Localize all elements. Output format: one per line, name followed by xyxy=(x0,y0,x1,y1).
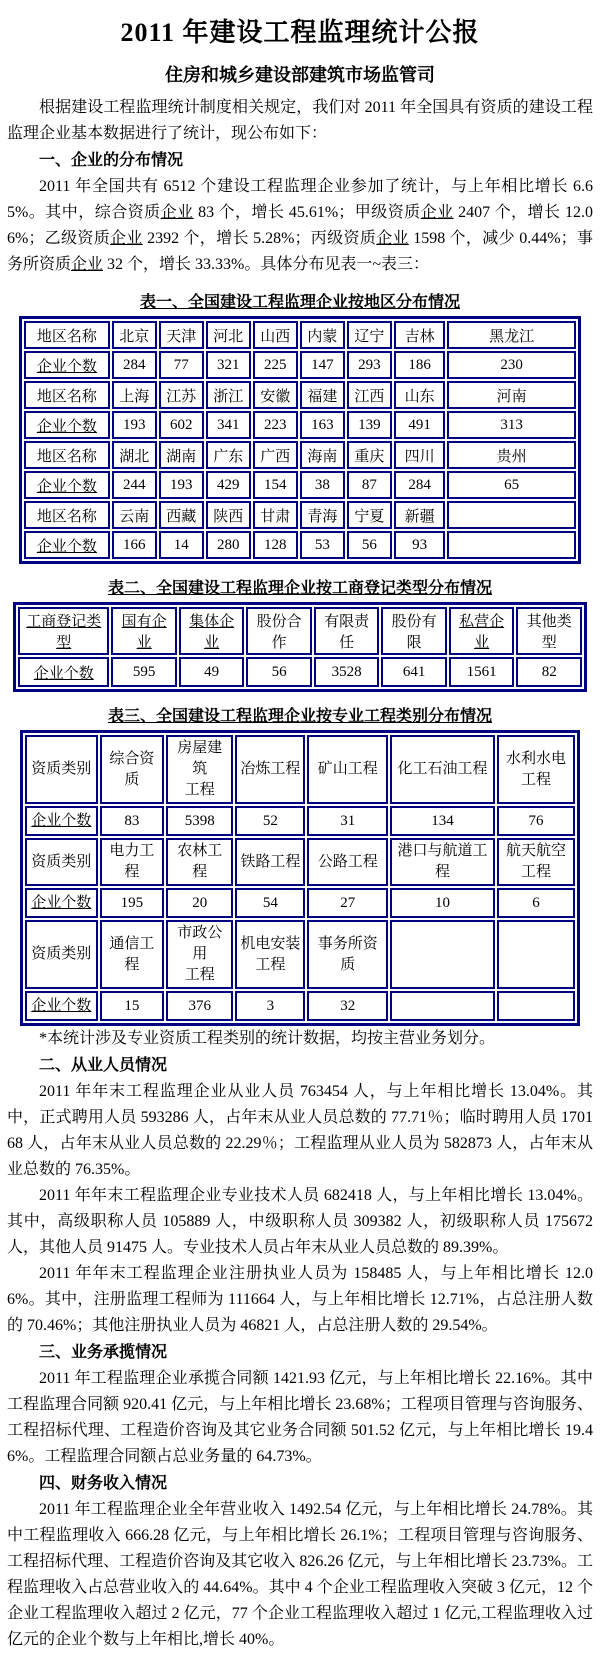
staff-paragraph-2: 2011 年年末工程监理企业专业技术人员 682418 人，与上年相比增长 13.04%。其中，高级职称人员 105889 人，中级职称人员 309382 人，初级职称人员 175672 人，其他人员 91475 人。专业技术人员占年末从业人员总数的 89.39%。 xyxy=(7,1187,593,1256)
table-cell: 股份合作 xyxy=(246,607,312,655)
table-cell: 黑龙江 xyxy=(447,321,576,349)
table-row xyxy=(18,657,582,687)
table-cell: 企业个数 xyxy=(24,531,110,559)
table-registration-type xyxy=(13,602,587,692)
table3-caption: 表三、全国建设工程监理企业按专业工程类别分布情况 xyxy=(107,708,492,725)
table-cell: 27 xyxy=(307,888,388,918)
table-cell: 313 xyxy=(447,411,576,439)
table-cell: 广西 xyxy=(253,441,298,469)
table-cell: 江西 xyxy=(347,381,392,409)
table-cell: 54 xyxy=(235,888,305,918)
table-cell: 国有企业 xyxy=(111,607,177,655)
table-cell: 企业个数 xyxy=(18,657,109,687)
table-row xyxy=(25,888,575,918)
staff-paragraph-3: 2011 年年末工程监理企业注册执业人员为 158485 人，与上年相比增长 12.06%。其中，注册监理工程师为 111664 人，与上年相比增长 12.71%，占总注册人数的 70.46%；其他注册执业人员为 46821 人，占总注册人数的 29.54%。 xyxy=(7,1265,593,1334)
table-row xyxy=(24,321,576,349)
table-cell: 429 xyxy=(206,471,251,499)
table-cell: 综合资质 xyxy=(100,735,165,804)
table-cell: 重庆 xyxy=(347,441,392,469)
table-cell: 280 xyxy=(206,531,251,559)
table-cell: 5398 xyxy=(166,806,233,836)
table-cell: 水利水电 工程 xyxy=(497,735,575,804)
table-cell: 海南 xyxy=(300,441,345,469)
table-cell: 128 xyxy=(253,531,298,559)
table-cell: 163 xyxy=(300,411,345,439)
table-row xyxy=(24,411,576,439)
table-cell: 地区名称 xyxy=(24,441,110,469)
table-cell: 公路工程 xyxy=(307,838,388,886)
table-cell: 冶炼工程 xyxy=(235,735,305,804)
table-cell: 湖南 xyxy=(159,441,204,469)
table-cell: 83 xyxy=(100,806,165,836)
table-cell: 市政公用 工程 xyxy=(166,920,233,989)
table-cell: 65 xyxy=(447,471,576,499)
table-cell: 资质类别 xyxy=(25,838,98,886)
table-cell: 1561 xyxy=(449,657,515,687)
table-cell xyxy=(390,920,495,989)
page-title: 2011 年建设工程监理统计公报 xyxy=(120,18,480,47)
table-cell: 企业个数 xyxy=(25,806,98,836)
table-row xyxy=(25,735,575,804)
table-cell: 602 xyxy=(159,411,204,439)
table-cell: 企业个数 xyxy=(24,411,110,439)
table-cell: 31 xyxy=(307,806,388,836)
table-cell: 20 xyxy=(166,888,233,918)
table-cell: 山西 xyxy=(253,321,298,349)
table1-caption: 表一、全国建设工程监理企业按地区分布情况 xyxy=(139,294,460,311)
table-row xyxy=(24,351,576,379)
table-cell: 193 xyxy=(159,471,204,499)
table-cell: 矿山工程 xyxy=(307,735,388,804)
table-cell: 321 xyxy=(206,351,251,379)
enterprise-distribution-paragraph: 2011 年全国共有 6512 个建设工程监理企业参加了统计，与上年相比增长 6.65%。其中，综合资质企业 83 个，增长 45.61%；甲级资质企业 2407 个，增长 12.06%；乙级资质企业 2392 个，增长 5.28%；丙级资质企业 1598 个，减少 0.44%；事务所资质企业 32 个，增长 33.33%。具体分布见表一~表三： xyxy=(7,178,593,273)
table-cell: 电力工程 xyxy=(100,838,165,886)
table-cell: 企业个数 xyxy=(25,888,98,918)
table-cell: 193 xyxy=(112,411,157,439)
table-cell: 湖北 xyxy=(112,441,157,469)
table-cell: 江苏 xyxy=(159,381,204,409)
section-heading-2: 二、从业人员情况 xyxy=(39,1057,168,1074)
table-cell: 82 xyxy=(516,657,582,687)
table-cell: 134 xyxy=(390,806,495,836)
table-cell: 56 xyxy=(246,657,312,687)
table-cell: 244 xyxy=(112,471,157,499)
table-cell: 吉林 xyxy=(394,321,445,349)
table-cell: 139 xyxy=(347,411,392,439)
table-cell: 河南 xyxy=(447,381,576,409)
table-cell: 38 xyxy=(300,471,345,499)
table-cell: 284 xyxy=(394,471,445,499)
table-cell: 225 xyxy=(253,351,298,379)
table-cell: 航天航空 工程 xyxy=(497,838,575,886)
finance-paragraph: 2011 年工程监理企业全年营业收入 1492.54 亿元，与上年相比增长 24.78%。其中工程监理收入 666.28 亿元，与上年相比增长 26.1%；工程项目管理与咨询服务、工程招标代理、工程造价咨询及其它收入 826.26 亿元，与上年相比增长 23.73%。工程监理收入占总营业收入的 44.64%。其中 4 个企业工程监理收入突破 3 亿元，12 个企业工程监理收入超过 2 亿元，77 个企业工程监理收入超过 1 亿元,工程监理收入过亿元的企业个数与上年相比,增长 40%。 xyxy=(7,1501,593,1648)
table-cell: 93 xyxy=(394,531,445,559)
table-cell: 3 xyxy=(235,991,305,1021)
table-cell: 事务所资质 xyxy=(307,920,388,989)
table-cell: 港口与航道工程 xyxy=(390,838,495,886)
section-heading-4: 四、财务收入情况 xyxy=(39,1475,168,1492)
table-row xyxy=(18,607,582,655)
table-cell: 陕西 xyxy=(206,501,251,529)
table2-caption: 表二、全国建设工程监理企业按工商登记类型分布情况 xyxy=(107,580,492,597)
table-cell xyxy=(447,531,576,559)
table-cell: 15 xyxy=(100,991,165,1021)
staff-paragraph-1: 2011 年年末工程监理企业从业人员 763454 人，与上年相比增长 13.04%。其中，正式聘用人员 593286 人，占年末从业人员总数的 77.71％；临时聘用人员 170168 人，占年末从业人员总数的 22.29％；工程监理从业人员为 582873 人，占年末从业总数的 76.35%。 xyxy=(7,1083,593,1178)
table-cell: 通信工程 xyxy=(100,920,165,989)
table-cell: 甘肃 xyxy=(253,501,298,529)
table-region-distribution xyxy=(19,316,581,564)
table-row xyxy=(24,501,576,529)
table-row xyxy=(25,991,575,1021)
table-cell: 天津 xyxy=(159,321,204,349)
table-cell: 49 xyxy=(179,657,245,687)
table-row xyxy=(24,531,576,559)
table-cell: 284 xyxy=(112,351,157,379)
table-cell: 87 xyxy=(347,471,392,499)
table-cell: 安徽 xyxy=(253,381,298,409)
table-cell: 10 xyxy=(390,888,495,918)
table-cell xyxy=(390,991,495,1021)
table-cell: 企业个数 xyxy=(24,471,110,499)
table-cell: 3528 xyxy=(314,657,380,687)
table-cell: 地区名称 xyxy=(24,321,110,349)
table-cell: 166 xyxy=(112,531,157,559)
table-row xyxy=(25,806,575,836)
table-cell: 房屋建筑 工程 xyxy=(166,735,233,804)
table-cell: 293 xyxy=(347,351,392,379)
section-heading-1: 一、企业的分布情况 xyxy=(39,152,184,169)
table-cell: 四川 xyxy=(394,441,445,469)
table-cell: 77 xyxy=(159,351,204,379)
table-cell: 56 xyxy=(347,531,392,559)
table-cell: 230 xyxy=(447,351,576,379)
table-cell xyxy=(497,991,575,1021)
section-heading-3: 三、业务承揽情况 xyxy=(39,1344,168,1361)
table-cell: 6 xyxy=(497,888,575,918)
table-cell: 西藏 xyxy=(159,501,204,529)
table-cell: 宁夏 xyxy=(347,501,392,529)
table-row xyxy=(25,838,575,886)
page-subtitle: 住房和城乡建设部建筑市场监管司 xyxy=(165,65,435,85)
table-specialty-category xyxy=(20,730,580,1026)
table-cell: 集体企业 xyxy=(179,607,245,655)
table-cell: 341 xyxy=(206,411,251,439)
table-cell xyxy=(447,501,576,529)
table-cell: 工商登记类型 xyxy=(18,607,109,655)
table-cell: 福建 xyxy=(300,381,345,409)
table-cell: 52 xyxy=(235,806,305,836)
table-cell: 云南 xyxy=(112,501,157,529)
table-cell: 北京 xyxy=(112,321,157,349)
table-cell: 154 xyxy=(253,471,298,499)
table-cell: 595 xyxy=(111,657,177,687)
table-cell: 内蒙 xyxy=(300,321,345,349)
table-cell: 浙江 xyxy=(206,381,251,409)
table-cell: 53 xyxy=(300,531,345,559)
table-cell: 辽宁 xyxy=(347,321,392,349)
business-paragraph: 2011 年工程监理企业承揽合同额 1421.93 亿元，与上年相比增长 22.16%。其中工程监理合同额 920.41 亿元，与上年相比增长 23.68%；工程项目管理与咨询服务、工程招标代理、工程造价咨询及其它业务合同额 501.52 亿元，与上年相比增长 19.46%。工程监理合同额占总业务量的 64.73%。 xyxy=(7,1370,593,1465)
table-cell: 化工石油工程 xyxy=(390,735,495,804)
table-cell: 76 xyxy=(497,806,575,836)
table-footnote: *本统计涉及专业资质工程类别的统计数据，均按主营业务划分。 xyxy=(39,1030,496,1047)
table-cell: 资质类别 xyxy=(25,920,98,989)
table-cell: 山东 xyxy=(394,381,445,409)
table-cell: 32 xyxy=(307,991,388,1021)
intro-paragraph: 根据建设工程监理统计制度相关规定，我们对 2011 年全国具有资质的建设工程监理企业基本数据进行了统计，现公布如下： xyxy=(7,99,593,142)
table-cell: 其他类型 xyxy=(516,607,582,655)
table-cell: 铁路工程 xyxy=(235,838,305,886)
table-cell: 地区名称 xyxy=(24,381,110,409)
table-cell: 491 xyxy=(394,411,445,439)
table-cell: 376 xyxy=(166,991,233,1021)
table-cell: 地区名称 xyxy=(24,501,110,529)
table-cell: 上海 xyxy=(112,381,157,409)
table-cell: 147 xyxy=(300,351,345,379)
table-cell: 企业个数 xyxy=(25,991,98,1021)
table-row xyxy=(24,471,576,499)
table-cell: 641 xyxy=(381,657,447,687)
table-cell: 农林工程 xyxy=(166,838,233,886)
table-cell: 14 xyxy=(159,531,204,559)
table-row xyxy=(24,381,576,409)
table-cell: 资质类别 xyxy=(25,735,98,804)
table-cell: 河北 xyxy=(206,321,251,349)
table-cell: 223 xyxy=(253,411,298,439)
table-cell: 青海 xyxy=(300,501,345,529)
table-cell: 机电安装 工程 xyxy=(235,920,305,989)
table-cell: 195 xyxy=(100,888,165,918)
table-cell: 新疆 xyxy=(394,501,445,529)
table-row xyxy=(25,920,575,989)
table-row xyxy=(24,441,576,469)
table-cell: 企业个数 xyxy=(24,351,110,379)
table-cell: 广东 xyxy=(206,441,251,469)
table-cell: 股份有限 xyxy=(381,607,447,655)
table-cell: 有限责任 xyxy=(314,607,380,655)
table-cell: 贵州 xyxy=(447,441,576,469)
table-cell xyxy=(497,920,575,989)
table-cell: 私营企业 xyxy=(449,607,515,655)
table-cell: 186 xyxy=(394,351,445,379)
